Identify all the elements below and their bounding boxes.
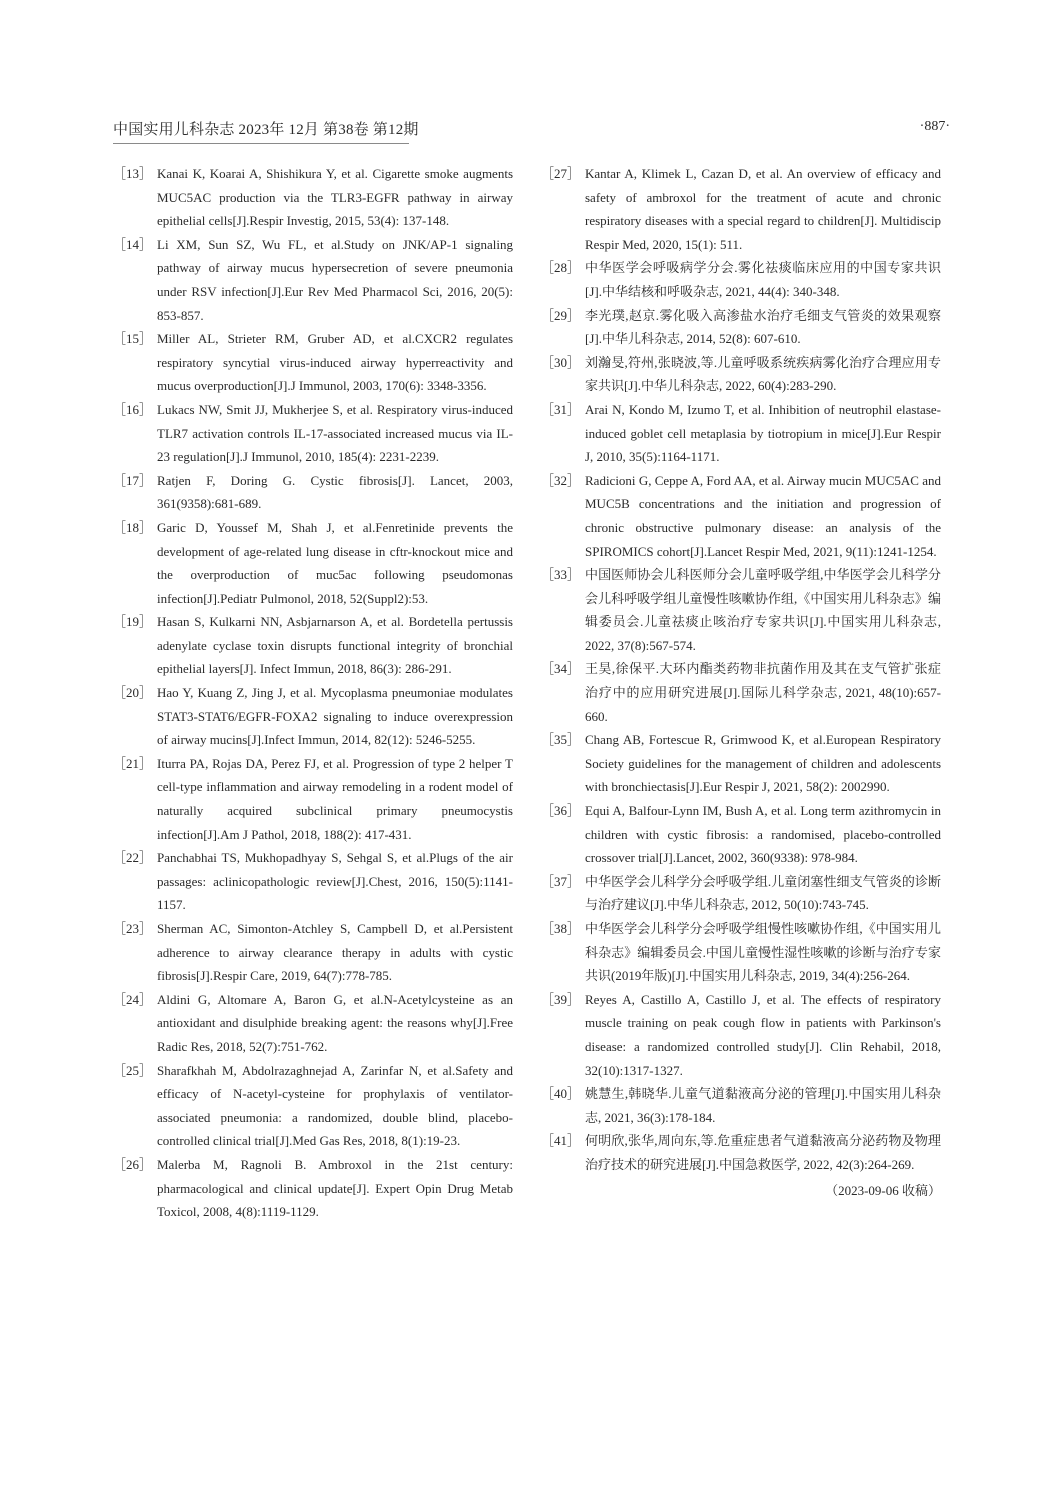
references-left-column xyxy=(113,162,513,1224)
reference-text: Kantar A, Klimek L, Cazan D, et al. An overview of efficacy and safety of ambroxol for the treatment of acute and chronic respiratory diseases with a special regard to children[J]. Multidiscip Respir Med, 2020, 15(1): 511. xyxy=(585,166,941,252)
reference-item xyxy=(541,162,941,256)
reference-item xyxy=(113,917,513,988)
reference-text: 中华医学会呼吸病学分会.雾化祛痰临床应用的中国专家共识[J].中华结核和呼吸杂志, 2021, 44(4): 340-348. xyxy=(585,260,941,299)
received-date-note: （2023-09-06 收稿） xyxy=(825,1182,941,1198)
reference-text: Garic D, Youssef M, Shah J, et al.Fenretinide prevents the development of age-related lung disease in cftr-knockout mice and the overproduction of muc5ac following pseudomonas infection[J].Pediatr Pulmonol, 2018, 52(Suppl2):53. xyxy=(157,519,513,606)
reference-item xyxy=(541,728,941,799)
reference-item xyxy=(541,256,941,303)
reference-text: Panchabhai TS, Mukhopadhyay S, Sehgal S, et al.Plugs of the air passages: aclinicopathologic review[J].Chest, 2016, 150(5):1141-1157. xyxy=(157,850,513,913)
reference-number: ［39］ xyxy=(541,991,581,1007)
reference-text: 中华医学会儿科学分会呼吸学组慢性咳嗽协作组,《中国实用儿科杂志》编辑委员会.中国儿童慢性湿性咳嗽的诊断与治疗专家共识(2019年版)[J].中国实用儿科杂志, 2019, 34(4):256-264. xyxy=(585,921,941,984)
reference-text: Radicioni G, Ceppe A, Ford AA, et al. Airway mucin MUC5AC and MUC5B concentrations and the initiation and progression of chronic obstructive pulmonary disease: an analysis of the SPIROMICS cohort[J].Lancet Respir Med, 2021, 9(11):1241-1254. xyxy=(585,472,941,559)
reference-number: ［15］ xyxy=(113,331,153,347)
reference-text: 姚慧生,韩晓华.儿童气道黏液高分泌的管理[J].中国实用儿科杂志, 2021, 36(3):178-184. xyxy=(585,1086,941,1125)
reference-text: Sharafkhah M, Abdolrazaghnejad A, Zarinfar N, et al.Safety and efficacy of N-acetyl-cysteine for prophylaxis of ventilator-associated pneumonia: a randomized, double blind, placebo-controlled clinical trial[J].Med Gas Res, 2018, 8(1):19-23. xyxy=(157,1062,513,1149)
reference-item xyxy=(113,752,513,846)
reference-number: ［24］ xyxy=(113,991,153,1007)
reference-item xyxy=(113,327,513,398)
reference-item xyxy=(541,988,941,1082)
reference-number: ［16］ xyxy=(113,401,153,417)
reference-item xyxy=(541,351,941,398)
reference-text: Miller AL, Strieter RM, Gruber AD, et al.CXCR2 regulates respiratory syncytial virus-induced airway hyperreactivity and mucus overproduction[J].J Immunol, 2003, 170(6): 3348-3356. xyxy=(157,331,513,394)
reference-number: ［17］ xyxy=(113,472,153,488)
reference-number: ［28］ xyxy=(541,260,581,276)
reference-text: Aldini G, Altomare A, Baron G, et al.N-Acetylcysteine as an antioxidant and disulphide breaking agent: the reasons why[J].Free Radic Res, 2018, 52(7):751-762. xyxy=(157,991,513,1054)
reference-item xyxy=(541,1129,941,1176)
reference-text: Ratjen F, Doring G. Cystic fibrosis[J]. Lancet, 2003, 361(9358):681-689. xyxy=(157,472,513,512)
header-rule xyxy=(113,143,409,144)
reference-number: ［20］ xyxy=(113,685,153,701)
reference-number: ［22］ xyxy=(113,850,153,866)
reference-number: ［27］ xyxy=(541,166,581,181)
reference-item xyxy=(113,988,513,1059)
reference-number: ［21］ xyxy=(113,755,153,771)
reference-number: ［40］ xyxy=(541,1086,581,1102)
reference-number: ［13］ xyxy=(113,166,153,181)
reference-number: ［14］ xyxy=(113,236,153,252)
running-header-journal: 中国实用儿科杂志 2023年 12月 第38卷 第12期 xyxy=(113,122,419,138)
reference-item xyxy=(113,469,513,516)
reference-item xyxy=(541,870,941,917)
reference-text: Lukacs NW, Smit JJ, Mukherjee S, et al. Respiratory virus-induced TLR7 activation controls IL-17-associated increased mucus via IL-23 regulation[J].J Immunol, 2010, 185(4): 2231-2239. xyxy=(157,401,513,465)
reference-number: ［31］ xyxy=(541,401,581,417)
reference-number: ［41］ xyxy=(541,1133,581,1149)
reference-text: 李光璞,赵京.雾化吸入高渗盐水治疗毛细支气管炎的效果观察[J].中华儿科杂志, 2014, 52(8): 607-610. xyxy=(585,307,941,347)
reference-text: 何明欣,张华,周向东,等.危重症患者气道黏液高分泌药物及物理治疗技术的研究进展[J].中国急救医学, 2022, 42(3):264-269. xyxy=(585,1133,941,1172)
reference-text: Iturra PA, Rojas DA, Perez FJ, et al. Progression of type 2 helper T cell-type inflammation and airway remodeling in a rodent model of naturally acquired subclinical primary pneumocystis infection[J].Am J Pathol, 2018, 188(2): 417-431. xyxy=(157,755,513,842)
reference-item xyxy=(113,1153,513,1224)
reference-text: Malerba M, Ragnoli B. Ambroxol in the 21st century: pharmacological and clinical update[J]. Expert Opin Drug Metab Toxicol, 2008, 4(8):1119-1129. xyxy=(157,1156,513,1220)
reference-number: ［35］ xyxy=(541,732,581,748)
reference-number: ［18］ xyxy=(113,519,153,535)
reference-number: ［38］ xyxy=(541,921,581,936)
reference-item xyxy=(541,304,941,351)
reference-item xyxy=(541,917,941,988)
reference-number: ［25］ xyxy=(113,1062,153,1078)
reference-item xyxy=(113,610,513,681)
reference-text: 刘瀚旻,符州,张晓波,等.儿童呼吸系统疾病雾化治疗合理应用专家共识[J].中华儿科杂志, 2022, 60(4):283-290. xyxy=(585,354,941,394)
reference-text: Li XM, Sun SZ, Wu FL, et al.Study on JNK/AP-1 signaling pathway of airway mucus hypersecretion of severe pneumonia under RSV infection[J].Eur Rev Med Pharmacol Sci, 2016, 20(5): 853-857. xyxy=(157,236,513,323)
reference-item xyxy=(113,846,513,917)
reference-text: Hao Y, Kuang Z, Jing J, et al. Mycoplasma pneumoniae modulates STAT3-STAT6/EGFR-FOXA2 signaling to induce overexpression of airway mucins[J].Infect Immun, 2014, 82(12): 5246-5255. xyxy=(157,685,513,748)
reference-item xyxy=(113,1059,513,1153)
reference-item xyxy=(541,398,941,469)
reference-text: Equi A, Balfour-Lynn IM, Bush A, et al. Long term azithromycin in children with cystic fibrosis: a randomised, placebo-controlled crossover trial[J].Lancet, 2002, 360(9338): 978-984. xyxy=(585,803,941,866)
reference-text: Hasan S, Kulkarni NN, Asbjarnarson A, et al. Bordetella pertussis adenylate cyclase toxin disrupts functional integrity of bronchial epithelial layers[J]. Infect Immun, 2018, 86(3): 286-291. xyxy=(157,614,513,677)
reference-item xyxy=(113,162,513,233)
reference-item xyxy=(541,1082,941,1129)
reference-item xyxy=(113,398,513,469)
page-number: ·887· xyxy=(919,119,950,134)
reference-number: ［26］ xyxy=(113,1156,153,1172)
reference-text: 中华医学会儿科学分会呼吸学组.儿童闭塞性细支气管炎的诊断与治疗建议[J].中华儿科杂志, 2012, 50(10):743-745. xyxy=(585,873,941,913)
reference-number: ［37］ xyxy=(541,873,581,889)
reference-number: ［32］ xyxy=(541,472,581,488)
reference-text: 中国医师协会儿科医师分会儿童呼吸学组,中华医学会儿科学分会儿科呼吸学组儿童慢性咳嗽协作组,《中国实用儿科杂志》编辑委员会.儿童祛痰止咳治疗专家共识[J].中国实用儿科杂志, 2022, 37(8):567-574. xyxy=(585,567,941,653)
reference-text: Sherman AC, Simonton-Atchley S, Campbell D, et al.Persistent adherence to airway clearance therapy in adults with cystic fibrosis[J].Respir Care, 2019, 64(7):778-785. xyxy=(157,921,513,984)
reference-item xyxy=(113,681,513,752)
reference-item xyxy=(541,469,941,563)
reference-number: ［23］ xyxy=(113,921,153,936)
reference-number: ［36］ xyxy=(541,803,581,819)
reference-number: ［34］ xyxy=(541,661,581,677)
reference-text: Chang AB, Fortescue R, Grimwood K, et al.European Respiratory Society guidelines for the management of children and adolescents with bronchiectasis[J].Eur Respir J, 2021, 58(2): 2002990. xyxy=(585,732,941,795)
reference-item xyxy=(541,657,941,728)
reference-number: ［29］ xyxy=(541,307,581,323)
reference-item xyxy=(541,799,941,870)
references-right-column xyxy=(541,162,941,1202)
reference-text: Kanai K, Koarai A, Shishikura Y, et al. Cigarette smoke augments MUC5AC production via the TLR3-EGFR pathway in airway epithelial cells[J].Respir Investig, 2015, 53(4): 137-148. xyxy=(157,166,513,229)
reference-item xyxy=(113,516,513,610)
reference-item xyxy=(541,563,941,657)
reference-text: Reyes A, Castillo A, Castillo J, et al. The effects of respiratory muscle training on peak cough flow in patients with Parkinson's disease: a randomized controlled study[J]. Clin Rehabil, 2018, 32(10):1317-1327. xyxy=(585,991,941,1078)
reference-item xyxy=(113,233,513,327)
reference-text: 王昊,徐保平.大环内酯类药物非抗菌作用及其在支气管扩张症治疗中的应用研究进展[J].国际儿科学杂志, 2021, 48(10):657-660. xyxy=(585,661,941,724)
reference-text: Arai N, Kondo M, Izumo T, et al. Inhibition of neutrophil elastase- induced goblet cell metaplasia by tiotropium in mice[J].Eur Respir J, 2010, 35(5):1164-1171. xyxy=(585,401,941,465)
reference-number: ［30］ xyxy=(541,354,581,370)
reference-number: ［19］ xyxy=(113,614,153,630)
reference-number: ［33］ xyxy=(541,567,581,583)
